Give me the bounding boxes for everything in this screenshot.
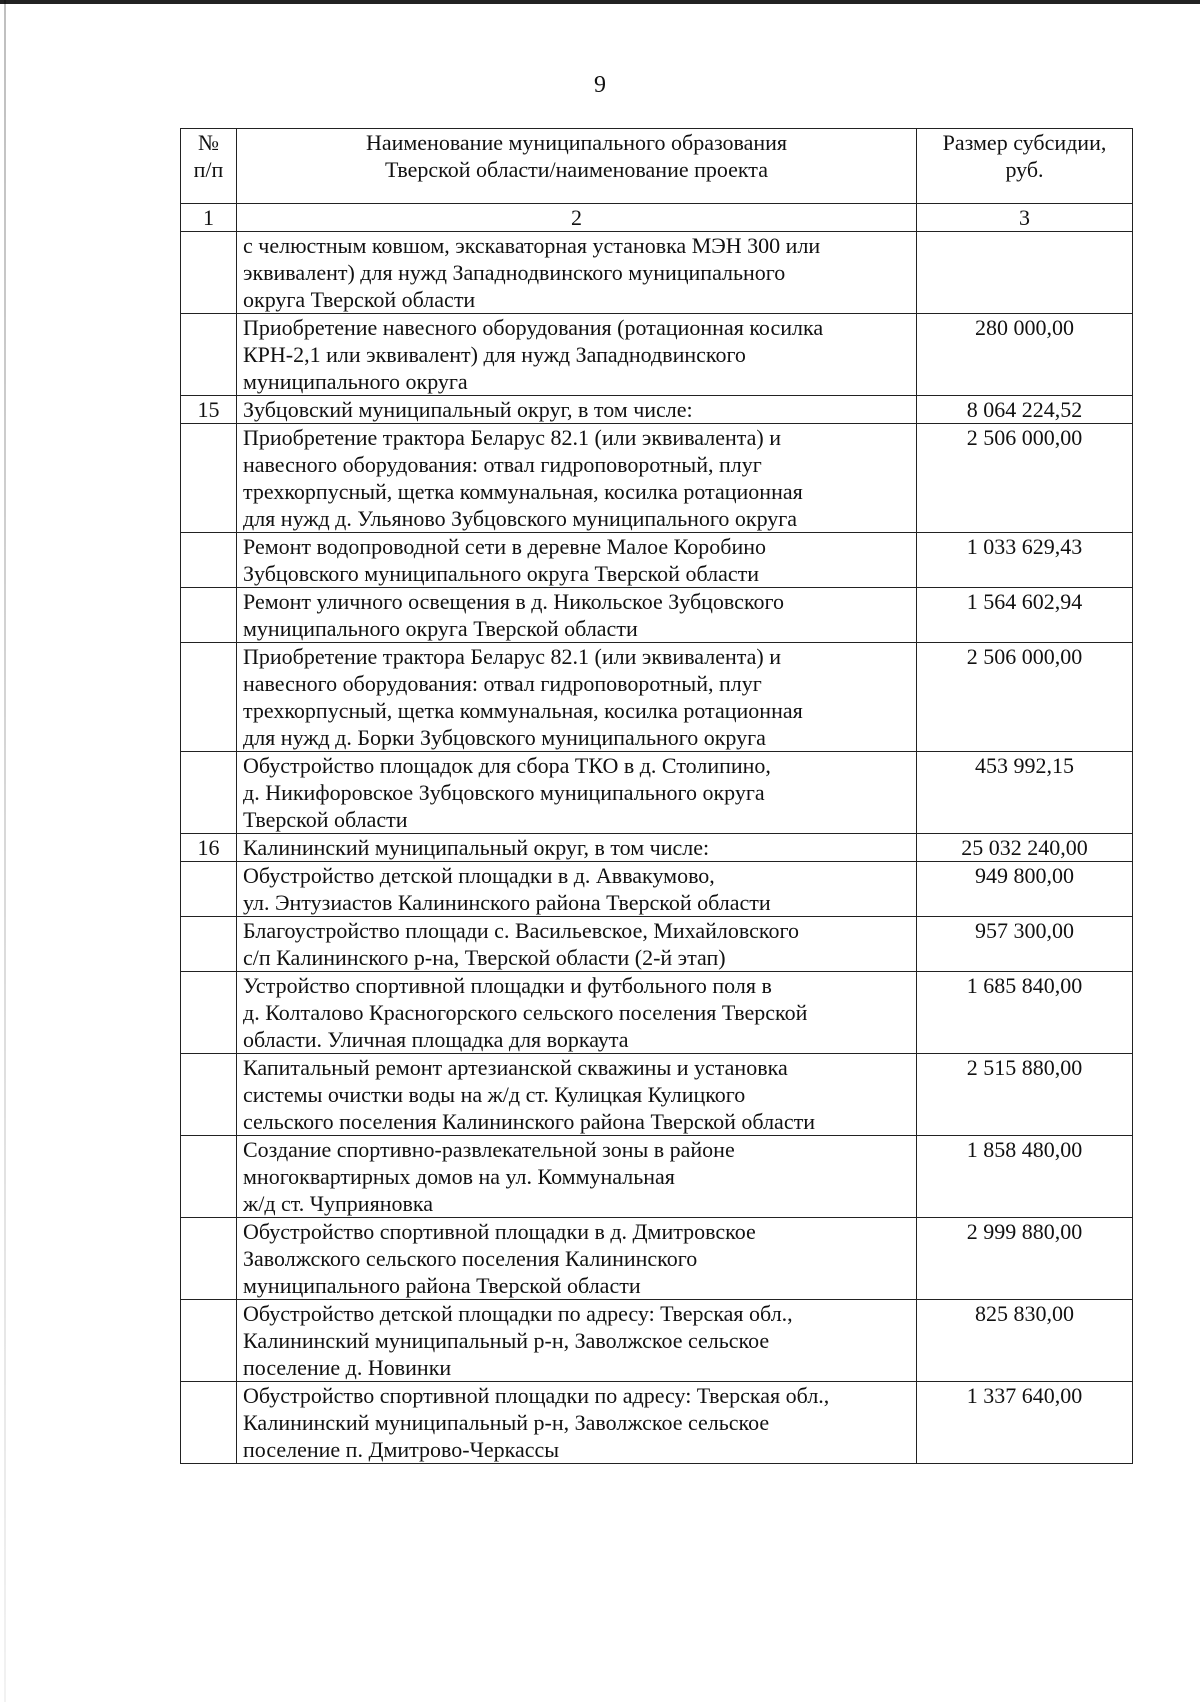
row-name-line: Обустройство детской площадки по адресу: Тверская обл., [243,1301,793,1326]
row-name [237,862,917,917]
table-row [181,752,1133,834]
row-name [237,1218,917,1300]
row-name-line: сельского поселения Калининского района Тверской области [243,1109,815,1134]
row-name-line: с/п Калининского р-на, Тверской области (2-й этап) [243,945,726,970]
row-name-line: д. Колталово Красногорского сельского поселения Тверской [243,1000,808,1025]
row-amount: 949 800,00 [917,862,1133,917]
row-number [181,972,237,1054]
row-name-line: области. Уличная площадка для воркаута [243,1027,629,1052]
row-amount: 1 033 629,43 [917,533,1133,588]
row-amount: 1 337 640,00 [917,1382,1133,1464]
table-row [181,643,1133,752]
table-row [181,1382,1133,1464]
row-name-line: навесного оборудования: отвал гидроповоротный, плуг [243,452,762,477]
header-number [181,129,237,204]
table-row [181,972,1133,1054]
header-amount-line: Размер субсидии, [942,130,1107,155]
row-name-line: Калининский муниципальный р-н, Заволжское сельское [243,1328,770,1353]
row-name [237,424,917,533]
row-name-line: Обустройство площадок для сбора ТКО в д. Столипино, [243,753,771,778]
row-name [237,1382,917,1464]
row-name [237,232,917,314]
row-name-line: системы очистки воды на ж/д ст. Кулицкая Кулицкого [243,1082,746,1107]
row-name-line: Приобретение навесного оборудования (ротационная косилка [243,315,824,340]
row-number [181,643,237,752]
table-row [181,232,1133,314]
row-name [237,533,917,588]
row-number [181,533,237,588]
row-name [237,1054,917,1136]
row-name-line: муниципального района Тверской области [243,1273,641,1298]
table-row-section [181,834,1133,862]
row-name [237,834,917,862]
table-row [181,1136,1133,1218]
row-name-line: эквивалент) для нужд Западнодвинского муниципального [243,260,786,285]
table-row-section [181,396,1133,424]
row-number: 15 [181,396,237,424]
row-name-line: с челюстным ковшом, экскаваторная установка МЭН 300 или [243,233,821,258]
scan-top-edge [0,0,1200,4]
row-number [181,314,237,396]
row-number [181,1300,237,1382]
table-row [181,1300,1133,1382]
row-number [181,862,237,917]
table-row [181,424,1133,533]
row-name [237,314,917,396]
row-name-line: муниципального округа Тверской области [243,616,638,641]
row-name-line: Благоустройство площади с. Васильевское, Михайловского [243,918,799,943]
row-amount: 1 858 480,00 [917,1136,1133,1218]
row-name-line: для нужд д. Ульяново Зубцовского муниципального округа [243,506,798,531]
row-amount: 825 830,00 [917,1300,1133,1382]
table-row [181,1218,1133,1300]
row-name [237,588,917,643]
row-name-line: Зубцовского муниципального округа Тверской области [243,561,759,586]
row-name-line: Ремонт уличного освещения в д. Никольское Зубцовского [243,589,784,614]
row-amount: 453 992,15 [917,752,1133,834]
row-number [181,752,237,834]
row-amount: 25 032 240,00 [917,834,1133,862]
row-name-line: поселение д. Новинки [243,1355,452,1380]
page-number: 9 [594,72,606,98]
row-amount: 2 515 880,00 [917,1054,1133,1136]
row-name-line: Обустройство детской площадки в д. Аввакумово, [243,863,715,888]
row-name-line: Приобретение трактора Беларус 82.1 (или эквивалента) и [243,425,782,450]
row-amount: 280 000,00 [917,314,1133,396]
row-name-line: ж/д ст. Чуприяновка [243,1191,433,1216]
row-name-line: Тверской области [243,807,408,832]
row-name-line: навесного оборудования: отвал гидроповоротный, плуг [243,671,762,696]
row-number [181,1054,237,1136]
row-name-line: трехкорпусный, щетка коммунальная, косилка ротационная [243,479,803,504]
row-amount [917,232,1133,314]
row-name-line: Приобретение трактора Беларус 82.1 (или эквивалента) и [243,644,782,669]
header-name [237,129,917,204]
row-number [181,1218,237,1300]
row-number [181,232,237,314]
row-name-line: для нужд д. Борки Зубцовского муниципального округа [243,725,766,750]
header-name-line: Наименование муниципального образования [365,130,788,155]
row-name-line: Капитальный ремонт артезианской скважины и установка [243,1055,788,1080]
row-amount: 1 685 840,00 [917,972,1133,1054]
row-name [237,917,917,972]
row-name [237,396,917,424]
row-name-line: многоквартирных домов на ул. Коммунальная [243,1164,675,1189]
row-name [237,972,917,1054]
table-row [181,862,1133,917]
table-row [181,1054,1133,1136]
row-amount: 2 506 000,00 [917,643,1133,752]
row-name [237,643,917,752]
header-name-line: Тверской области/наименование проекта [385,157,768,182]
row-name [237,752,917,834]
row-name-line: Калининский муниципальный округ, в том числе: [243,835,710,860]
row-amount: 1 564 602,94 [917,588,1133,643]
column-index: 2 [237,204,917,232]
row-amount: 2 999 880,00 [917,1218,1133,1300]
row-name-line: КРН-2,1 или эквивалент) для нужд Западнодвинского [243,342,746,367]
row-amount: 8 064 224,52 [917,396,1133,424]
header-amount [917,129,1133,204]
row-name-line: ул. Энтузиастов Калининского района Тверской области [243,890,771,915]
row-name-line: Создание спортивно-развлекательной зоны в районе [243,1137,735,1162]
column-index-row [181,204,1133,232]
row-name [237,1136,917,1218]
table-row [181,314,1133,396]
header-number-line: № [198,130,219,155]
row-name-line: поселение п. Дмитрово-Черкассы [243,1437,560,1462]
row-name-line: Устройство спортивной площадки и футбольного поля в [243,973,772,998]
row-name-line: трехкорпусный, щетка коммунальная, косилка ротационная [243,698,803,723]
header-number-line: п/п [193,157,224,182]
column-index: 3 [917,204,1133,232]
table-row [181,588,1133,643]
row-number [181,424,237,533]
row-name-line: муниципального округа [243,369,468,394]
row-name-line: Обустройство спортивной площадки в д. Дмитровское [243,1219,756,1244]
row-amount: 957 300,00 [917,917,1133,972]
row-name-line: Обустройство спортивной площадки по адресу: Тверская обл., [243,1383,830,1408]
row-number [181,1136,237,1218]
row-number [181,1382,237,1464]
row-number: 16 [181,834,237,862]
row-name-line: округа Тверской области [243,287,476,312]
row-number [181,917,237,972]
row-name-line: Калининский муниципальный р-н, Заволжское сельское [243,1410,770,1435]
row-name-line: Зубцовский муниципальный округ, в том числе: [243,397,693,422]
row-number [181,588,237,643]
row-name-line: д. Никифоровское Зубцовского муниципального округа [243,780,765,805]
header-amount-line: руб. [1005,157,1044,182]
subsidy-table [180,128,1133,1464]
table-row [181,917,1133,972]
scan-left-edge [4,0,6,1702]
column-index: 1 [181,204,237,232]
table-header-row [181,129,1133,204]
table-row [181,533,1133,588]
row-name [237,1300,917,1382]
row-name-line: Ремонт водопроводной сети в деревне Малое Коробино [243,534,767,559]
table-body [181,232,1133,1464]
row-name-line: Заволжского сельского поселения Калининского [243,1246,698,1271]
row-amount: 2 506 000,00 [917,424,1133,533]
